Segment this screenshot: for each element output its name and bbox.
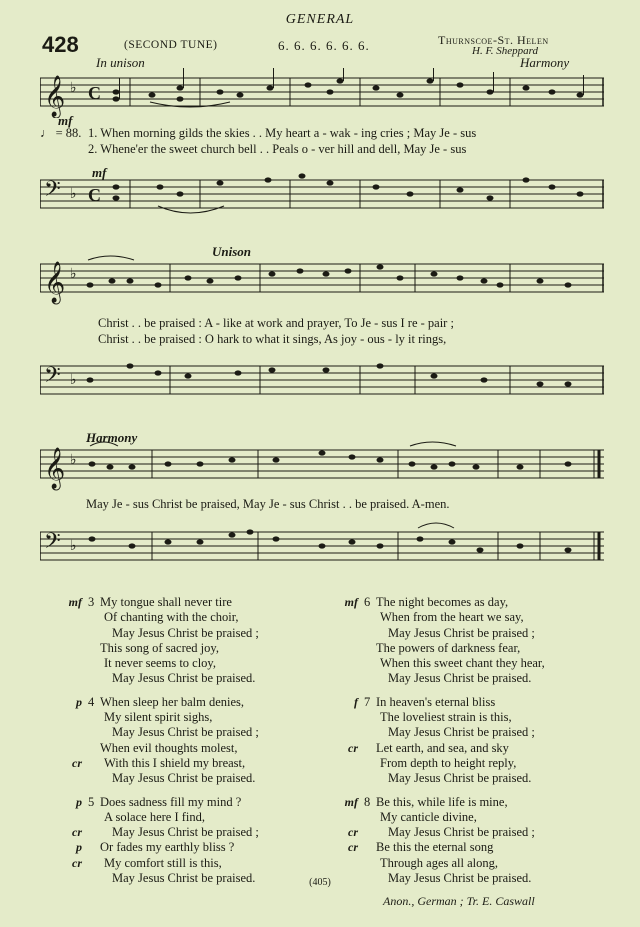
svg-text:C: C [88, 83, 101, 103]
verse-line [338, 795, 618, 810]
verse-number: 6 [364, 595, 371, 609]
verse-line [338, 825, 618, 840]
verse-text: The powers of darkness fear, [376, 640, 521, 655]
verse-text: My tongue shall never tire [100, 595, 232, 609]
verse-text: May Jesus Christ be praised. [388, 671, 532, 686]
verse-text: May Jesus Christ be praised. [112, 771, 256, 786]
verse-text: Does sadness fill my mind ? [100, 794, 242, 809]
dynamic-mf: mf [58, 113, 73, 128]
verse-number: 7 [364, 694, 371, 709]
lyrics-line-3: Christ . . be praised : A - like at work and prayer, To Je - sus I re - pair ; [98, 316, 454, 330]
dynamic-marking: cr [348, 740, 358, 755]
svg-text:♭: ♭ [70, 81, 77, 96]
verse-text: Or fades my earthly bliss ? [100, 840, 235, 855]
verse-text: My silent spirit sighs, [104, 710, 213, 725]
verse-line [338, 771, 618, 786]
lyrics-line-2: 2. Whene'er the sweet church bell . . Peals o - ver hill and dell, May Je - sus [88, 142, 467, 156]
music-system-2-treble [40, 254, 604, 314]
verse-number: 3 [88, 595, 95, 609]
dynamic-marking: cr [72, 855, 82, 870]
dynamic-mf-bass: mf [92, 165, 107, 180]
dynamic-marking: mf [344, 794, 358, 809]
verse-line [62, 725, 332, 740]
hymn-number: 428 [42, 32, 79, 57]
lyrics-line-4: Christ . . be praised : O hark to what it sings, As joy - ous - ly it rings, [98, 332, 447, 346]
dynamic-marking: p [76, 694, 82, 709]
verse-line [62, 856, 332, 871]
lyrics-line-1: 1. When morning gilds the skies . . My heart a - wak - ing cries ; May Je - sus [88, 126, 477, 140]
marking-unison: Unison [212, 244, 252, 259]
verse-line [62, 626, 332, 641]
svg-text:♭: ♭ [70, 187, 77, 202]
verse-text: May Jesus Christ be praised. [388, 871, 532, 886]
dynamic-marking: mf [344, 595, 358, 609]
verse-line [62, 610, 332, 625]
svg-text:♭: ♭ [70, 267, 77, 282]
verse-line [338, 756, 618, 771]
verse-text: My comfort still is this, [104, 855, 222, 870]
verse-line [338, 656, 618, 671]
verse-text: The loveliest strain is this, [380, 710, 512, 725]
verse-text: A solace here I find, [104, 809, 206, 824]
svg-text:♭: ♭ [70, 453, 77, 468]
verse-text: Be this, while life is mine, [376, 794, 508, 809]
svg-text:𝄢: 𝄢 [44, 177, 61, 206]
page-number: (405) [309, 877, 331, 888]
verse-text: My canticle divine, [380, 809, 477, 824]
verse-text: May Jesus Christ be praised. [112, 871, 256, 886]
verse-line [338, 856, 618, 871]
svg-text:𝄢: 𝄢 [44, 529, 61, 558]
music-system-1-bass [40, 158, 604, 228]
verse-line [62, 825, 332, 840]
verse-number: 4 [88, 694, 95, 709]
verse-line [338, 671, 618, 686]
verse-text: When from the heart we say, [380, 610, 524, 625]
music-system-3-bass [40, 510, 604, 576]
verse-line [62, 695, 332, 710]
verse-line [62, 671, 332, 686]
verse-text: May Jesus Christ be praised. [388, 771, 532, 786]
tempo-marking: ♩ = 88. [40, 126, 82, 140]
svg-text:𝄞: 𝄞 [44, 262, 66, 302]
marking-harmony-2: Harmony [86, 430, 138, 445]
verse-line [338, 626, 618, 641]
verse-line [62, 741, 332, 756]
music-system-1-treble [40, 68, 604, 118]
svg-text:𝄞: 𝄞 [44, 448, 66, 488]
verse-text: Through ages all along, [380, 855, 499, 870]
verse-line [62, 840, 332, 855]
dynamic-marking: cr [72, 825, 82, 840]
verse-text: The night becomes as day, [376, 595, 509, 609]
music-system-2-bass [40, 346, 604, 412]
verse-line [62, 771, 332, 786]
dynamic-marking: cr [348, 825, 358, 840]
svg-text:C: C [88, 185, 101, 205]
svg-text:♭: ♭ [70, 373, 77, 388]
verse-text: It never seems to cloy, [104, 656, 216, 671]
dynamic-marking: p [76, 794, 82, 809]
svg-text:♭: ♭ [70, 539, 77, 554]
meter: 6. 6. 6. 6. 6. 6. [278, 38, 370, 53]
verse-text: In heaven's eternal bliss [376, 694, 496, 709]
svg-text:𝄢: 𝄢 [44, 363, 61, 392]
verse-line [62, 810, 332, 825]
text-credit: Anon., German ; Tr. E. Caswall [383, 894, 535, 908]
verse-text: When evil thoughts molest, [100, 740, 238, 755]
verse-line [338, 641, 618, 656]
verse-text: When this sweet chant they hear, [380, 656, 545, 671]
dynamic-marking: mf [68, 595, 82, 609]
verse-text: When sleep her balm denies, [100, 694, 245, 709]
section-heading: GENERAL [285, 12, 355, 27]
dynamic-marking: cr [72, 755, 82, 770]
verse-text: May Jesus Christ be praised. [112, 671, 256, 686]
verse-text: May Jesus Christ be praised ; [112, 725, 259, 740]
verse-line [338, 610, 618, 625]
verse-text: May Jesus Christ be praised ; [112, 825, 259, 840]
verse-line [62, 641, 332, 656]
music-system-3-treble [40, 440, 604, 492]
verse-line [338, 741, 618, 756]
marking-harmony: Harmony [520, 55, 570, 70]
verse-line [62, 595, 332, 610]
marking-in-unison: In unison [96, 55, 145, 70]
verse-line [62, 656, 332, 671]
verse-text: May Jesus Christ be praised ; [388, 825, 535, 840]
verse-line [62, 756, 332, 771]
verse-text: From depth to height reply, [380, 755, 517, 770]
dynamic-marking: p [76, 840, 82, 855]
verse-text: This song of sacred joy, [100, 640, 219, 655]
verse-line [62, 710, 332, 725]
tune-note: (SECOND TUNE) [124, 39, 218, 51]
verses-left-column [62, 595, 332, 894]
svg-text:𝄞: 𝄞 [44, 76, 66, 116]
verse-text: Let earth, and sea, and sky [376, 740, 509, 755]
verse-line [338, 695, 618, 710]
dynamic-marking: f [354, 694, 358, 709]
verse-line [62, 795, 332, 810]
lyrics-line-5: May Je - sus Christ be praised, May Je - sus Christ . . be praised. A-men. [86, 497, 450, 511]
verse-line [338, 595, 618, 610]
verse-line [338, 840, 618, 855]
verse-text: With this I shield my breast, [104, 755, 246, 770]
verse-line [338, 710, 618, 725]
verse-line [338, 810, 618, 825]
verse-text: May Jesus Christ be praised ; [388, 625, 535, 640]
verse-text: Be this the eternal song [376, 840, 494, 855]
verse-text: May Jesus Christ be praised ; [112, 625, 259, 640]
tune-composer: H. F. Sheppard [472, 45, 538, 57]
dynamic-marking: cr [348, 840, 358, 855]
verse-number: 5 [88, 794, 95, 809]
verse-text: May Jesus Christ be praised ; [388, 725, 535, 740]
verses-right-column [338, 595, 618, 894]
verse-line [338, 725, 618, 740]
tune-name: Thurnscoe-St. Helen [438, 33, 549, 47]
verse-text: Of chanting with the choir, [104, 610, 239, 625]
verse-number: 8 [364, 794, 371, 809]
